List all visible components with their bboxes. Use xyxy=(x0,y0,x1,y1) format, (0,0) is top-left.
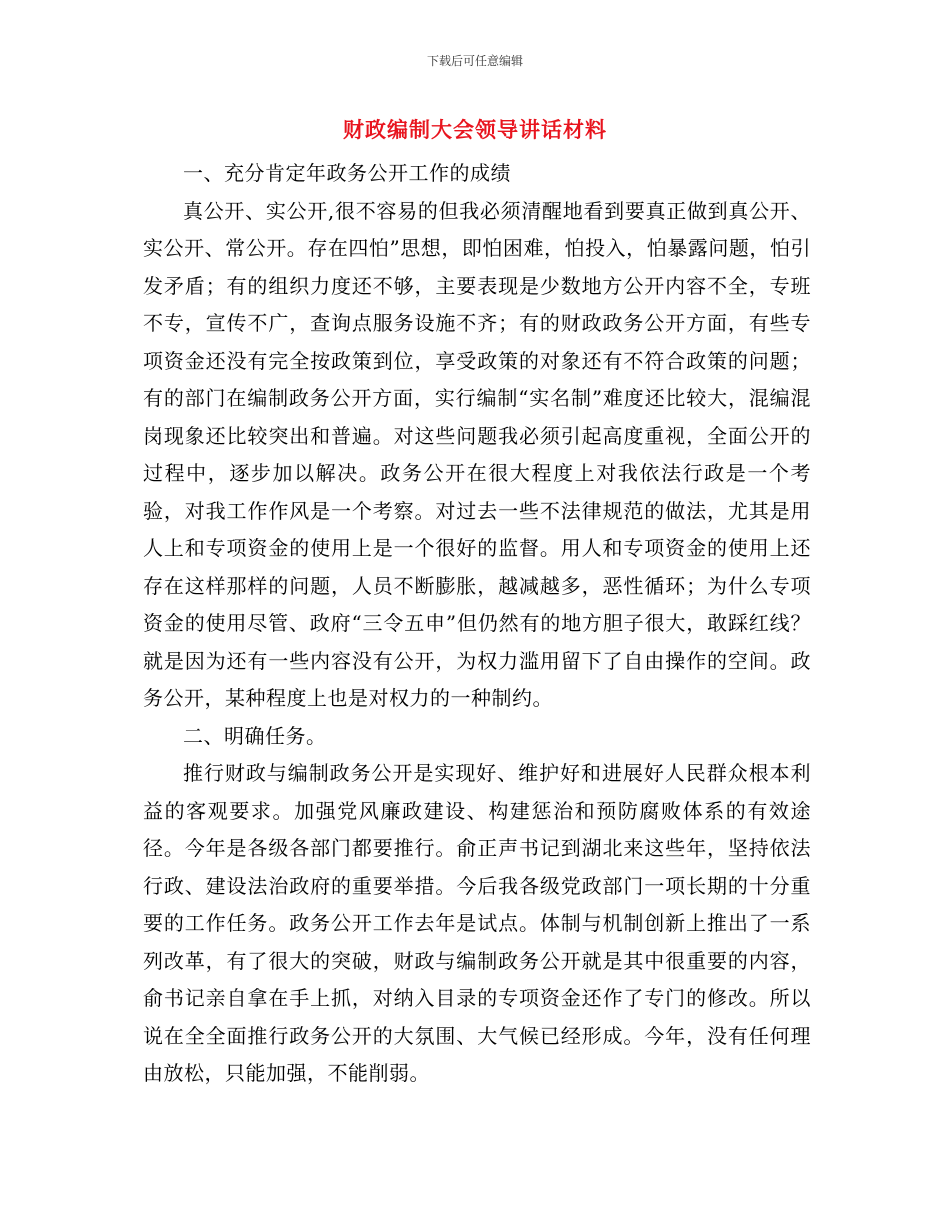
section-heading-1: 一、充分肯定年政务公开工作的成绩 xyxy=(183,161,511,185)
body-paragraph-2: 推行财政与编制政务公开是实现好、维护好和进展好人民群众根本利益的客观要求。加强党风廉政建设、构建惩治和预防腐败体系的有效途径。今年是各级各部门都要推行。俞正声书记到湖北来这些年，坚持依法行政、建设法治政府的重要举措。今后我各级党政部门一项长期的十分重要的工作任务。政务公开工作去年是试点。体制与机制创新上推出了一系列改革，有了很大的突破，财政与编制政务公开就是其中很重要的内容，俞书记亲自拿在手上抓，对纳入目录的专项资金还作了专门的修改。所以说在全全面推行政务公开的大氛围、大气候已经形成。今年，没有任何理由放松，只能加强，不能削弱。 xyxy=(143,761,811,1085)
header-note: 下载后可任意编辑 xyxy=(426,54,523,68)
document-title: 财政编制大会领导讲话材料 xyxy=(343,118,607,142)
section-heading-2: 二、明确任务。 xyxy=(183,723,327,748)
body-paragraph-1: 真公开、实公开,很不容易的但我必须清醒地看到要真正做到真公开、实公开、常公开。存在四怕”思想，即怕困难，怕投入，怕暴露问题，怕引发矛盾；有的组织力度还不够，主要表现是少数地方公开内容不全，专班不专，宣传不广，查询点服务设施不齐；有的财政政务公开方面，有些专项资金还没有完全按政策到位，享受政策的对象还有不符合政策的问题；有的部门在编制政务公开方面，实行编制“实名制”难度还比较大，混编混岗现象还比较突出和普遍。对这些问题我必须引起高度重视，全面公开的过程中，逐步加以解决。政务公开在很大程度上对我依法行政是一个考验，对我工作作风是一个考察。对过去一些不法律规范的做法，尤其是用人上和专项资金的使用上是一个很好的监督。用人和专项资金的使用上还存在这样那样的问题，人员不断膨胀，越减越多，恶性循环；为什么专项资金的使用尽管、政府“三令五申”但仍然有的地方胆子很大，敢踩红线？就是因为还有一些内容没有公开，为权力滥用留下了自由操作的空间。政务公开，某种程度上也是对权力的一种制约。 xyxy=(143,198,811,710)
document-body xyxy=(143,155,811,1093)
